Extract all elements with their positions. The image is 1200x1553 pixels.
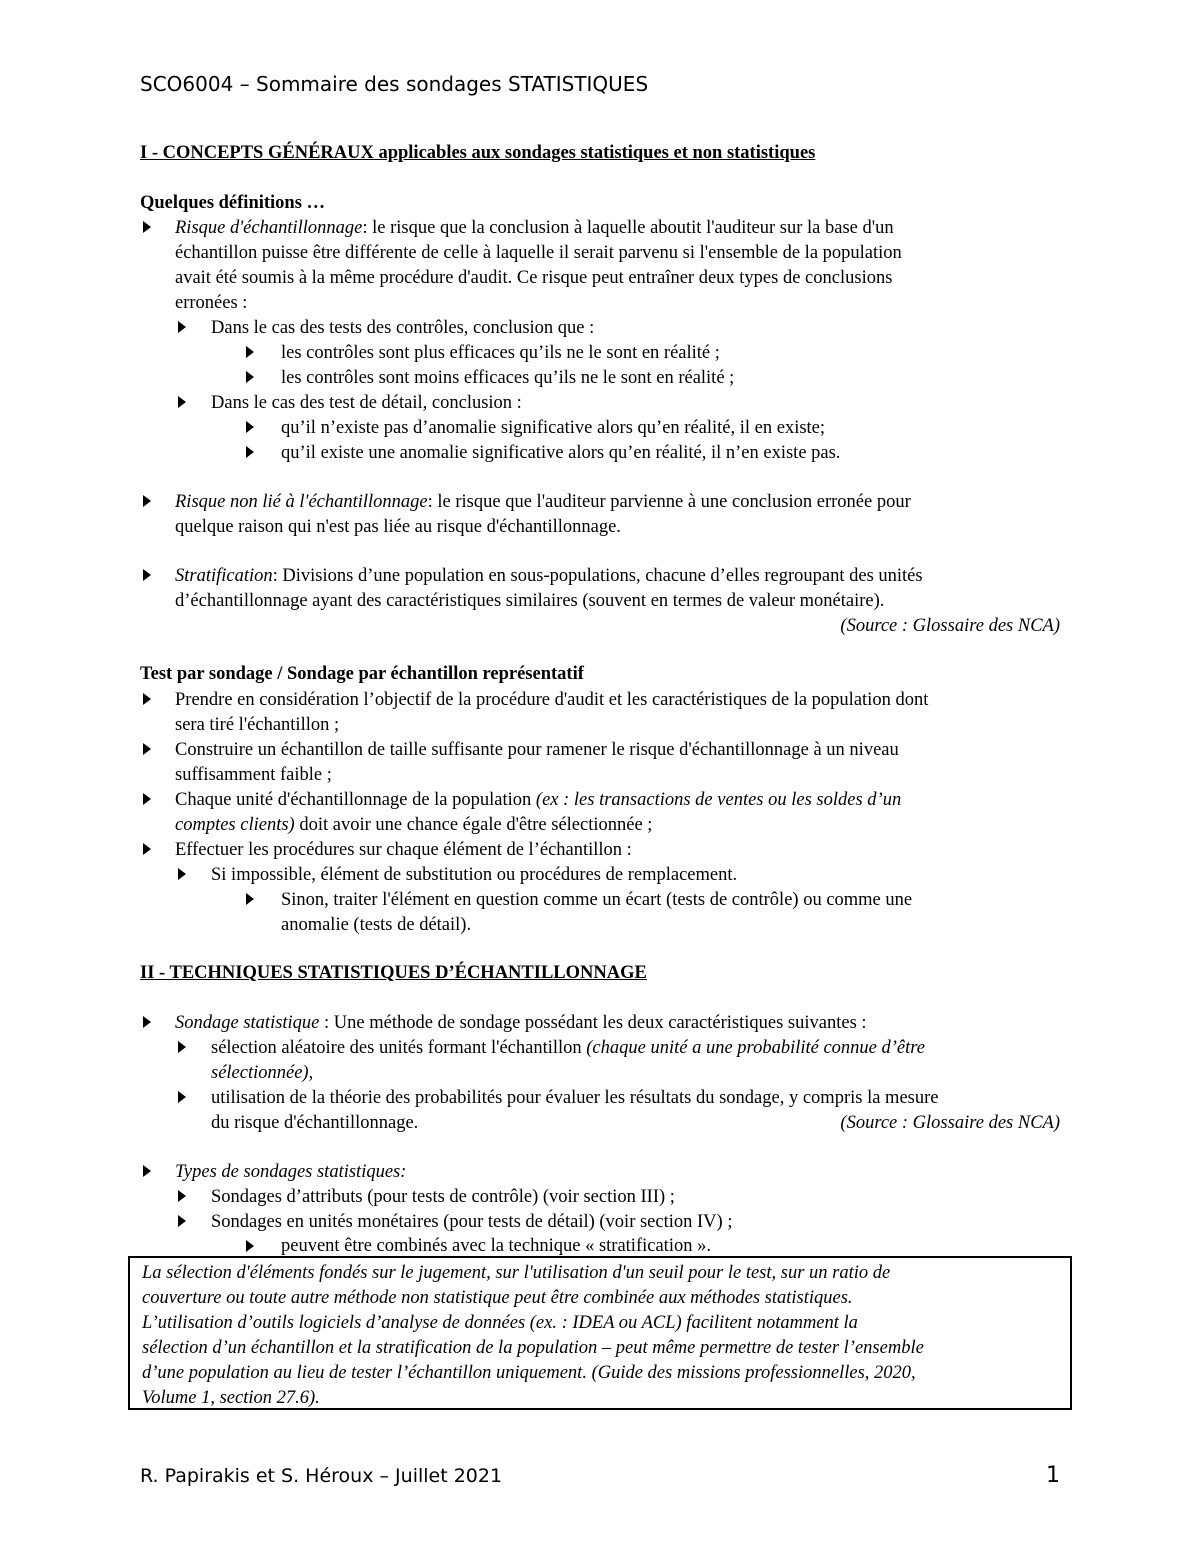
bullet-icon — [246, 893, 254, 905]
page-number: 1 — [1046, 1463, 1060, 1488]
stat-sampling-line — [175, 1013, 867, 1034]
controls-case: Dans le cas des tests des contrôles, conclusion que : — [211, 318, 595, 338]
note-line-2: couverture ou toute autre méthode non statistique peut être combinée aux méthodes statistiques. — [142, 1288, 853, 1308]
test-item-b1: Construire un échantillon de taille suffisante pour ramener le risque d'échantillonnage à un niveau — [175, 740, 899, 760]
bullet-icon — [178, 321, 186, 333]
test-item-d-subsub1: Sinon, traiter l'élément en question comme un écart (tests de contrôle) ou comme une — [281, 890, 913, 910]
bullet-icon — [246, 1240, 254, 1252]
page-header-title: SCO6004 – Sommaire des sondages STATISTIQUES — [140, 72, 649, 96]
bullet-icon — [246, 346, 254, 358]
risk-sampling-line2: échantillon puisse être différente de celle à laquelle il serait parvenu si l'ensemble de la population — [175, 243, 902, 263]
test-item-c2 — [175, 815, 652, 836]
probability-line1: utilisation de la théorie des probabilités pour évaluer les résultats du sondage, y compris la mesure — [211, 1088, 939, 1108]
risk-non-sampling-line1 — [175, 492, 911, 513]
random-selection-line2 — [211, 1063, 313, 1084]
risk-non-sampling-line2: quelque raison qui n'est pas liée au risque d'échantillonnage. — [175, 517, 621, 537]
bullet-icon — [178, 1215, 186, 1227]
detail-case-a: qu’il n’existe pas d’anomalie significative alors qu’en réalité, il en existe; — [281, 418, 826, 438]
test-item-c1-example: (ex : les transactions de ventes ou les soldes d’un — [535, 790, 902, 810]
controls-case-b: les contrôles sont moins efficaces qu’ils ne le sont en réalité ; — [281, 368, 735, 388]
bullet-icon — [143, 569, 151, 581]
footer-authors: R. Papirakis et S. Héroux – Juillet 2021 — [140, 1465, 503, 1487]
bullet-icon — [246, 371, 254, 383]
test-item-d1: Effectuer les procédures sur chaque élément de l’échantillon : — [175, 840, 632, 860]
stratification-line1 — [175, 566, 923, 587]
bullet-icon — [178, 396, 186, 408]
risk-sampling-line4: erronées : — [175, 293, 248, 313]
bullet-icon — [246, 421, 254, 433]
test-item-c2-example: comptes clients) — [175, 815, 295, 835]
types-heading — [175, 1162, 406, 1183]
type-monetary: Sondages en unités monétaires (pour tests de détail) (voir section IV) ; — [211, 1212, 733, 1232]
random-selection-text: sélection aléatoire des unités formant l'échantillon — [211, 1038, 587, 1058]
detail-case-b: qu’il existe une anomalie significative alors qu’en réalité, il n’en existe pas. — [281, 443, 841, 463]
bullet-icon — [143, 221, 151, 233]
risk-sampling-line3: avait été soumis à la même procédure d'audit. Ce risque peut entraîner deux types de conclusions — [175, 268, 893, 288]
test-item-b2: suffisamment faible ; — [175, 765, 332, 785]
bullet-icon — [178, 868, 186, 880]
types-heading-text: Types de sondages statistiques: — [175, 1162, 407, 1182]
note-line-4: sélection d’un échantillon et la stratification de la population – peut même permettre de tester l’ensemble — [142, 1338, 924, 1358]
note-line-5: d’une population au lieu de tester l’échantillon uniquement. (Guide des missions professionnelles, 2020, — [142, 1363, 916, 1383]
stat-sampling-text: : Une méthode de sondage possédant les deux caractéristiques suivantes : — [319, 1013, 867, 1033]
note-line-6: Volume 1, section 27.6). — [142, 1388, 320, 1408]
bullet-icon — [178, 1041, 186, 1053]
bullet-icon — [143, 843, 151, 855]
bullet-icon — [143, 1165, 151, 1177]
stratification-source: (Source : Glossaire des NCA) — [840, 616, 1060, 636]
note-line-1: La sélection d'éléments fondés sur le jugement, sur l'utilisation d'un seuil pour le test, sur un ratio de — [142, 1263, 891, 1283]
bullet-icon — [143, 793, 151, 805]
type-attributes: Sondages d’attributs (pour tests de contrôle) (voir section III) ; — [211, 1187, 675, 1207]
test-item-a1: Prendre en considération l’objectif de la procédure d'audit et les caractéristiques de la population dont — [175, 690, 929, 710]
probability-source: (Source : Glossaire des NCA) — [840, 1113, 1060, 1133]
test-item-c2-text: doit avoir une chance égale d'être sélectionnée ; — [294, 815, 653, 835]
bullet-icon — [143, 743, 151, 755]
risk-non-sampling-term: Risque non lié à l'échantillonnage — [175, 492, 428, 512]
section-1-title: I - CONCEPTS GÉNÉRAUX applicables aux sondages statistiques et non statistiques — [140, 143, 816, 163]
test-item-d-sub: Si impossible, élément de substitution ou procédures de remplacement. — [211, 865, 738, 885]
definitions-heading: Quelques définitions … — [140, 193, 326, 213]
test-item-a2: sera tiré l'échantillon ; — [175, 715, 340, 735]
controls-case-a: les contrôles sont plus efficaces qu’ils ne le sont en réalité ; — [281, 343, 720, 363]
bullet-icon — [143, 495, 151, 507]
random-selection-note-end: sélectionnée), — [211, 1063, 314, 1083]
bullet-icon — [178, 1091, 186, 1103]
test-item-c1 — [175, 790, 901, 811]
test-item-d-subsub2: anomalie (tests de détail). — [281, 915, 472, 935]
bullet-icon — [246, 446, 254, 458]
stratification-line2: d’échantillonnage ayant des caractéristiques similaires (souvent en termes de valeur monétaire). — [175, 591, 885, 611]
stratification-text: : Divisions d’une population en sous-populations, chacune d’elles regroupant des unités — [272, 566, 923, 586]
detail-case: Dans le cas des test de détail, conclusion : — [211, 393, 522, 413]
bullet-icon — [178, 1190, 186, 1202]
random-selection-line1 — [211, 1038, 925, 1059]
bullet-icon — [143, 693, 151, 705]
risk-sampling-line1 — [175, 218, 894, 239]
test-heading: Test par sondage / Sondage par échantillon représentatif — [140, 664, 584, 684]
type-monetary-sub: peuvent être combinés avec la technique « stratification ». — [281, 1236, 711, 1256]
bullet-icon — [143, 1016, 151, 1028]
stat-sampling-term: Sondage statistique — [175, 1013, 320, 1033]
test-item-c1-text: Chaque unité d'échantillonnage de la population — [175, 790, 536, 810]
risk-sampling-term: Risque d'échantillonnage — [175, 218, 363, 238]
stratification-term: Stratification — [175, 566, 273, 586]
section-2-title: II - TECHNIQUES STATISTIQUES D’ÉCHANTILLONNAGE — [140, 963, 647, 983]
note-line-3: L’utilisation d’outils logiciels d’analyse de données (ex. : IDEA ou ACL) facilitent notamment la — [142, 1313, 858, 1333]
probability-line2: du risque d'échantillonnage. — [211, 1113, 419, 1133]
random-selection-note: (chaque unité a une probabilité connue d’être — [586, 1038, 925, 1058]
risk-non-sampling-text: : le risque que l'auditeur parvienne à une conclusion erronée pour — [427, 492, 911, 512]
risk-sampling-text: : le risque que la conclusion à laquelle aboutit l'auditeur sur la base d'un — [362, 218, 894, 238]
